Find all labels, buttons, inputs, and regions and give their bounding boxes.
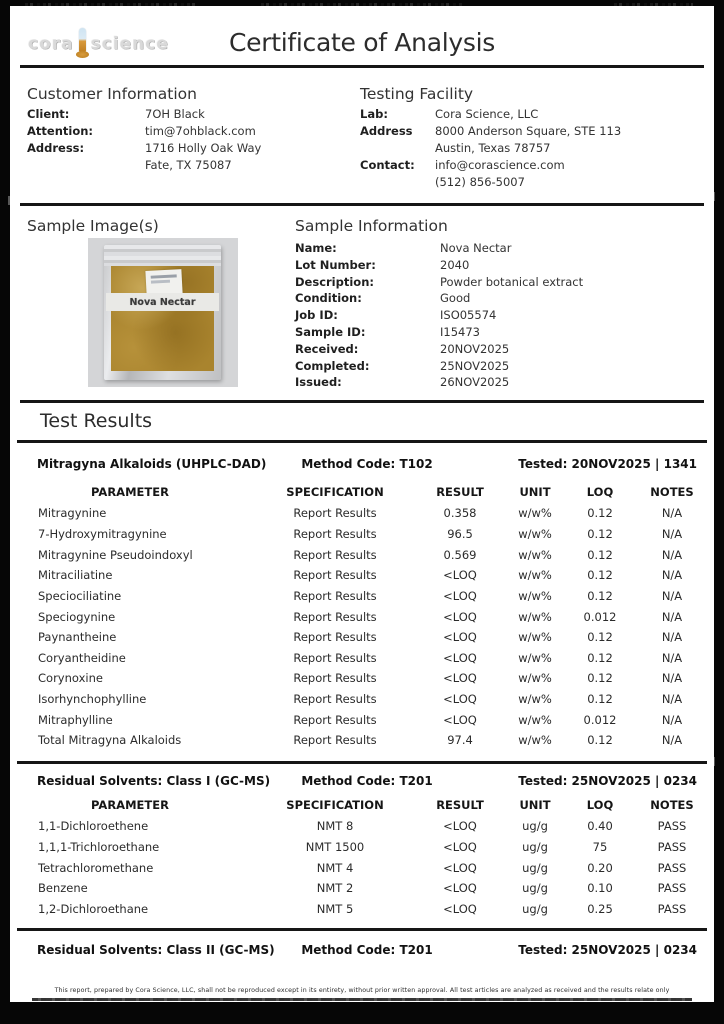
cell-result: <LOQ (443, 712, 477, 727)
result-row (10, 816, 714, 837)
field-value: ISO05574 (440, 308, 497, 323)
cell-parameter: Mitragynine Pseudoindoxyl (38, 547, 193, 562)
field-value: 26NOV2025 (440, 375, 510, 390)
alkaloids-column-headers (10, 485, 714, 499)
cell-result: <LOQ (443, 819, 477, 834)
cell-loq: 0.12 (587, 588, 613, 603)
solvents1-rows (10, 816, 714, 919)
cell-loq: 0.12 (587, 733, 613, 748)
cell-notes: N/A (661, 609, 683, 624)
cell-notes: N/A (661, 526, 683, 541)
cell-specification: NMT 1500 (305, 839, 365, 854)
cell-notes: N/A (661, 588, 683, 603)
field-label: Client: (27, 107, 70, 121)
field-value: Fate, TX 75087 (145, 158, 232, 172)
cell-parameter: Corynoxine (38, 671, 103, 686)
result-row (10, 544, 714, 565)
field-value: 2040 (440, 257, 470, 272)
bag-seal (104, 245, 221, 266)
footer-disclaimer: This report, prepared by Cora Science, LLC, shall not be reproduced except in its entirety, without prior written approval. All test articles are analyzed as received and the results relate only (54, 987, 670, 994)
field-value: 8000 Anderson Square, STE 113 (435, 124, 622, 138)
cell-unit: w/w% (518, 650, 552, 665)
cell-loq: 0.20 (587, 860, 613, 875)
cell-notes: PASS (657, 860, 687, 875)
field-label: Lot Number: (295, 257, 376, 272)
cell-unit: w/w% (518, 506, 552, 521)
bag-label: Nova Nectar (106, 293, 219, 311)
column-header: LOQ (586, 798, 614, 812)
result-row (10, 837, 714, 858)
cell-specification: Report Results (293, 671, 377, 686)
cell-loq: 0.12 (587, 650, 613, 665)
logo-word-left: cora (28, 34, 74, 54)
result-row (10, 899, 714, 920)
cell-result: <LOQ (443, 568, 477, 583)
cell-notes: N/A (661, 671, 683, 686)
field-value: (512) 856-5007 (435, 175, 525, 189)
solvents1-column-headers (10, 798, 714, 812)
divider (20, 203, 704, 206)
cell-specification: Report Results (293, 650, 377, 665)
column-header: NOTES (650, 798, 694, 812)
field-value: Austin, Texas 78757 (435, 141, 551, 155)
column-header: UNIT (519, 485, 551, 499)
cell-specification: Report Results (293, 588, 377, 603)
result-row (10, 586, 714, 607)
cell-notes: N/A (661, 568, 683, 583)
cell-unit: ug/g (522, 881, 548, 896)
cell-unit: w/w% (518, 609, 552, 624)
cell-specification: Report Results (293, 526, 377, 541)
field-label: Address: (27, 141, 85, 155)
cell-notes: N/A (661, 630, 683, 645)
field-label: Attention: (27, 124, 94, 138)
cell-loq: 0.12 (587, 568, 613, 583)
tested-date: Tested: 20NOV2025 | 1341 (518, 457, 697, 471)
column-header: PARAMETER (91, 798, 169, 812)
cell-loq: 0.10 (587, 881, 613, 896)
field-label: Description: (295, 274, 374, 289)
field-label: Address (360, 124, 413, 138)
cell-parameter: Speciociliatine (38, 588, 122, 603)
alkaloids-table-header (10, 457, 714, 471)
field-label: Name: (295, 241, 337, 255)
customer-info-rows (27, 106, 261, 174)
cell-specification: NMT 5 (316, 901, 354, 916)
cell-result: <LOQ (443, 860, 477, 875)
cell-notes: PASS (657, 901, 687, 916)
cell-result: <LOQ (443, 588, 477, 603)
cell-loq: 0.012 (583, 609, 617, 624)
cell-parameter: Tetrachloromethane (38, 860, 154, 875)
cell-unit: w/w% (518, 692, 552, 707)
customer-info-heading: Customer Information (27, 85, 197, 103)
cell-loq: 75 (592, 839, 608, 854)
cell-unit: w/w% (518, 671, 552, 686)
field-label: Job ID: (295, 308, 338, 323)
cell-parameter: 1,1-Dichloroethene (38, 819, 149, 834)
method-code: Method Code: T201 (301, 943, 433, 957)
column-header: NOTES (650, 485, 694, 499)
cell-result: 97.4 (447, 733, 473, 748)
field-label (360, 140, 435, 157)
cell-unit: w/w% (518, 630, 552, 645)
cell-notes: PASS (657, 881, 687, 896)
cell-parameter: Isorhynchophylline (38, 692, 147, 707)
cell-unit: w/w% (518, 733, 552, 748)
cell-result: 0.569 (443, 547, 477, 562)
cell-loq: 0.25 (587, 901, 613, 916)
table-title: Residual Solvents: Class I (GC-MS) (37, 774, 271, 788)
sample-info-heading: Sample Information (295, 217, 448, 235)
cell-parameter: Benzene (38, 881, 88, 896)
cell-parameter: Total Mitragyna Alkaloids (38, 733, 182, 748)
divider (17, 761, 707, 764)
field-value: 25NOV2025 (440, 358, 510, 373)
method-code: Method Code: T201 (301, 774, 433, 788)
field-value: 7OH Black (145, 107, 205, 121)
field-value: Cora Science, LLC (435, 107, 539, 121)
cell-parameter: 1,1,1-Trichloroethane (38, 839, 160, 854)
result-row (10, 503, 714, 524)
cell-specification: Report Results (293, 506, 377, 521)
cell-result: 96.5 (447, 526, 473, 541)
cell-notes: N/A (661, 712, 683, 727)
cell-result: <LOQ (443, 671, 477, 686)
cell-result: <LOQ (443, 901, 477, 916)
tested-date: Tested: 25NOV2025 | 0234 (518, 774, 697, 788)
solvents1-table-header (10, 774, 714, 788)
testing-facility-heading: Testing Facility (360, 85, 474, 103)
result-row (10, 524, 714, 545)
field-label: Condition: (295, 291, 362, 306)
cell-result: 0.358 (443, 506, 477, 521)
cell-result: <LOQ (443, 692, 477, 707)
result-row (10, 689, 714, 710)
cell-loq: 0.012 (583, 712, 617, 727)
cell-result: <LOQ (443, 650, 477, 665)
cell-result: <LOQ (443, 609, 477, 624)
method-code: Method Code: T102 (301, 457, 433, 471)
cell-specification: NMT 4 (316, 860, 354, 875)
sample-bag-image (104, 245, 221, 380)
bag-id-sticker (145, 269, 182, 295)
cell-parameter: Speciogynine (38, 609, 116, 624)
field-value: I15473 (440, 324, 480, 339)
column-header: RESULT (436, 485, 484, 499)
cell-notes: N/A (661, 733, 683, 748)
result-row (10, 709, 714, 730)
field-label: Issued: (295, 375, 342, 390)
sample-info-rows (295, 240, 583, 391)
test-results-heading: Test Results (40, 410, 153, 432)
page-title: Certificate of Analysis (229, 28, 495, 57)
cell-specification: Report Results (293, 630, 377, 645)
cell-unit: w/w% (518, 588, 552, 603)
clipped-text-artifact (32, 998, 692, 1001)
cell-notes: N/A (661, 547, 683, 562)
result-row (10, 606, 714, 627)
field-label (27, 157, 145, 174)
cell-loq: 0.12 (587, 630, 613, 645)
cell-unit: ug/g (522, 860, 548, 875)
field-label: Received: (295, 341, 359, 356)
field-value: 20NOV2025 (440, 341, 510, 356)
certificate-page (10, 6, 714, 1002)
sample-photo (88, 238, 238, 387)
cell-notes: N/A (661, 650, 683, 665)
cell-parameter: Mitraphylline (38, 712, 113, 727)
divider (20, 400, 704, 403)
field-value: info@corascience.com (435, 158, 565, 172)
cell-loq: 0.12 (587, 506, 613, 521)
cell-specification: Report Results (293, 712, 377, 727)
cell-specification: Report Results (293, 692, 377, 707)
cell-notes: PASS (657, 839, 687, 854)
column-header: UNIT (519, 798, 551, 812)
column-header: RESULT (436, 798, 484, 812)
cell-result: <LOQ (443, 881, 477, 896)
cell-parameter: 7-Hydroxymitragynine (38, 526, 167, 541)
field-value: Good (440, 291, 471, 306)
cell-loq: 0.40 (587, 819, 613, 834)
field-label: Completed: (295, 358, 370, 373)
cell-unit: w/w% (518, 568, 552, 583)
cell-parameter: Mitraciliatine (38, 568, 113, 583)
solvents2-table-header (10, 943, 714, 957)
cell-unit: w/w% (518, 547, 552, 562)
cell-notes: N/A (661, 692, 683, 707)
cell-specification: Report Results (293, 609, 377, 624)
cell-parameter: Coryantheidine (38, 650, 126, 665)
cell-parameter: Paynantheine (38, 630, 117, 645)
cell-specification: NMT 8 (316, 819, 354, 834)
divider (20, 65, 704, 68)
cell-unit: ug/g (522, 839, 548, 854)
field-value: Nova Nectar (440, 241, 512, 255)
field-label: Sample ID: (295, 324, 366, 339)
cell-loq: 0.12 (587, 547, 613, 562)
cell-unit: w/w% (518, 712, 552, 727)
sample-images-heading: Sample Image(s) (27, 217, 159, 235)
logo-word-right: science (90, 34, 169, 54)
result-row (10, 878, 714, 899)
field-label: Lab: (360, 107, 388, 121)
result-row (10, 565, 714, 586)
table-title: Residual Solvents: Class II (GC-MS) (37, 943, 275, 957)
result-row (10, 730, 714, 751)
field-label: Contact: (360, 158, 415, 172)
column-header: SPECIFICATION (286, 798, 384, 812)
divider (17, 440, 707, 443)
cell-parameter: 1,2-Dichloroethane (38, 901, 149, 916)
cell-loq: 0.12 (587, 671, 613, 686)
cell-unit: ug/g (522, 819, 548, 834)
cell-specification: Report Results (293, 568, 377, 583)
cell-unit: w/w% (518, 526, 552, 541)
column-header: SPECIFICATION (286, 485, 384, 499)
tested-date: Tested: 25NOV2025 | 0234 (518, 943, 697, 957)
field-value: tim@7ohblack.com (145, 124, 256, 138)
divider (17, 928, 707, 931)
alkaloids-rows (10, 503, 714, 751)
result-row (10, 647, 714, 668)
cell-result: <LOQ (443, 839, 477, 854)
cell-loq: 0.12 (587, 526, 613, 541)
cell-notes: PASS (657, 819, 687, 834)
field-label (360, 174, 435, 191)
result-row (10, 627, 714, 648)
column-header: PARAMETER (91, 485, 169, 499)
cell-specification: NMT 2 (316, 881, 354, 896)
result-row (10, 857, 714, 878)
cell-unit: ug/g (522, 901, 548, 916)
testing-facility-rows (360, 106, 621, 191)
result-row (10, 668, 714, 689)
cell-loq: 0.12 (587, 692, 613, 707)
cell-result: <LOQ (443, 630, 477, 645)
field-value: Powder botanical extract (440, 274, 584, 289)
cell-specification: Report Results (293, 547, 377, 562)
cell-specification: Report Results (293, 733, 377, 748)
field-value: 1716 Holly Oak Way (145, 141, 262, 155)
table-title: Mitragyna Alkaloids (UHPLC-DAD) (37, 457, 267, 471)
column-header: LOQ (586, 485, 614, 499)
cell-parameter: Mitragynine (38, 506, 107, 521)
cell-notes: N/A (661, 506, 683, 521)
